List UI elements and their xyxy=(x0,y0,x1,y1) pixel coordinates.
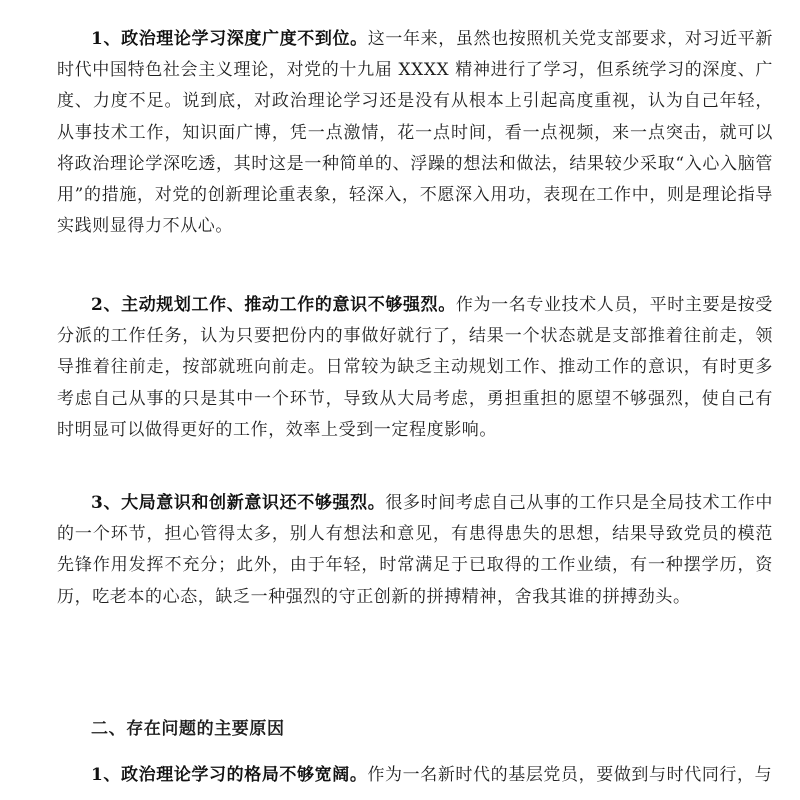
paragraph-3 xyxy=(57,488,773,613)
paragraph-1-body: 这一年来，虽然也按照机关党支部要求，对习近平新时代中国特色社会主义理论，对党的十九届 XXXX 精神进行了学习，但系统学习的深度、广度、力度不足。说到底，对政治理论学习还是没有从根本上引起高度重视，认为自己年轻，从事技术工作，知识面广博，凭一点激情，花一点时间，看一点视频，来一点突击，就可以将政治理论学深吃透，其时这是一种简单的、浮躁的想法和做法，结果较少采取“入心入脑管用”的措施，对党的创新理论重表象，轻深入，不愿深入用功，表现在工作中，则是理论指导实践则显得力不从心。 xyxy=(57,29,773,237)
paragraph-2-body: 作为一名专业技术人员，平时主要是按受分派的工作任务，认为只要把份内的事做好就行了，结果一个状态就是支部推着往前走，领导推着往前走，按部就班向前走。日常较为缺乏主动规划工作、推动工作的意识，有时更多考虑自己从事的只是其中一个环节，导致从大局考虑，勇担重担的愿望不够强烈，使自己有时明显可以做得更好的工作，效率上受到一定程度影响。 xyxy=(57,295,773,440)
paragraph-2 xyxy=(57,290,773,446)
paragraph-1 xyxy=(57,24,773,242)
paragraph-3-title: 3、大局意识和创新意识还不够强烈。 xyxy=(91,493,386,513)
section-heading: 二、存在问题的主要原因 xyxy=(91,719,285,739)
paragraph-3-body: 很多时间考虑自己从事的工作只是全局技术工作中的一个环节，担心管得太多，别人有想法和意见，有患得患失的思想，结果导致党员的模范先锋作用发挥不充分；此外，由于年轻，时常满足于已取得的工作业绩，有一种摆学历，资历，吃老本的心态，缺乏一种强烈的守正创新的拼搏精神，舍我其谁的拼搏劲头。 xyxy=(57,493,773,607)
paragraph-1-title: 1、政治理论学习深度广度不到位。 xyxy=(91,29,368,49)
paragraph-4-body: 作为一名新时代的基层党员，要做到与时代同行，与 xyxy=(367,765,773,785)
paragraph-2-title: 2、主动规划工作、推动工作的意识不够强烈。 xyxy=(91,295,456,315)
paragraph-4 xyxy=(57,760,773,791)
paragraph-4-title: 1、政治理论学习的格局不够宽阔。 xyxy=(91,765,368,785)
